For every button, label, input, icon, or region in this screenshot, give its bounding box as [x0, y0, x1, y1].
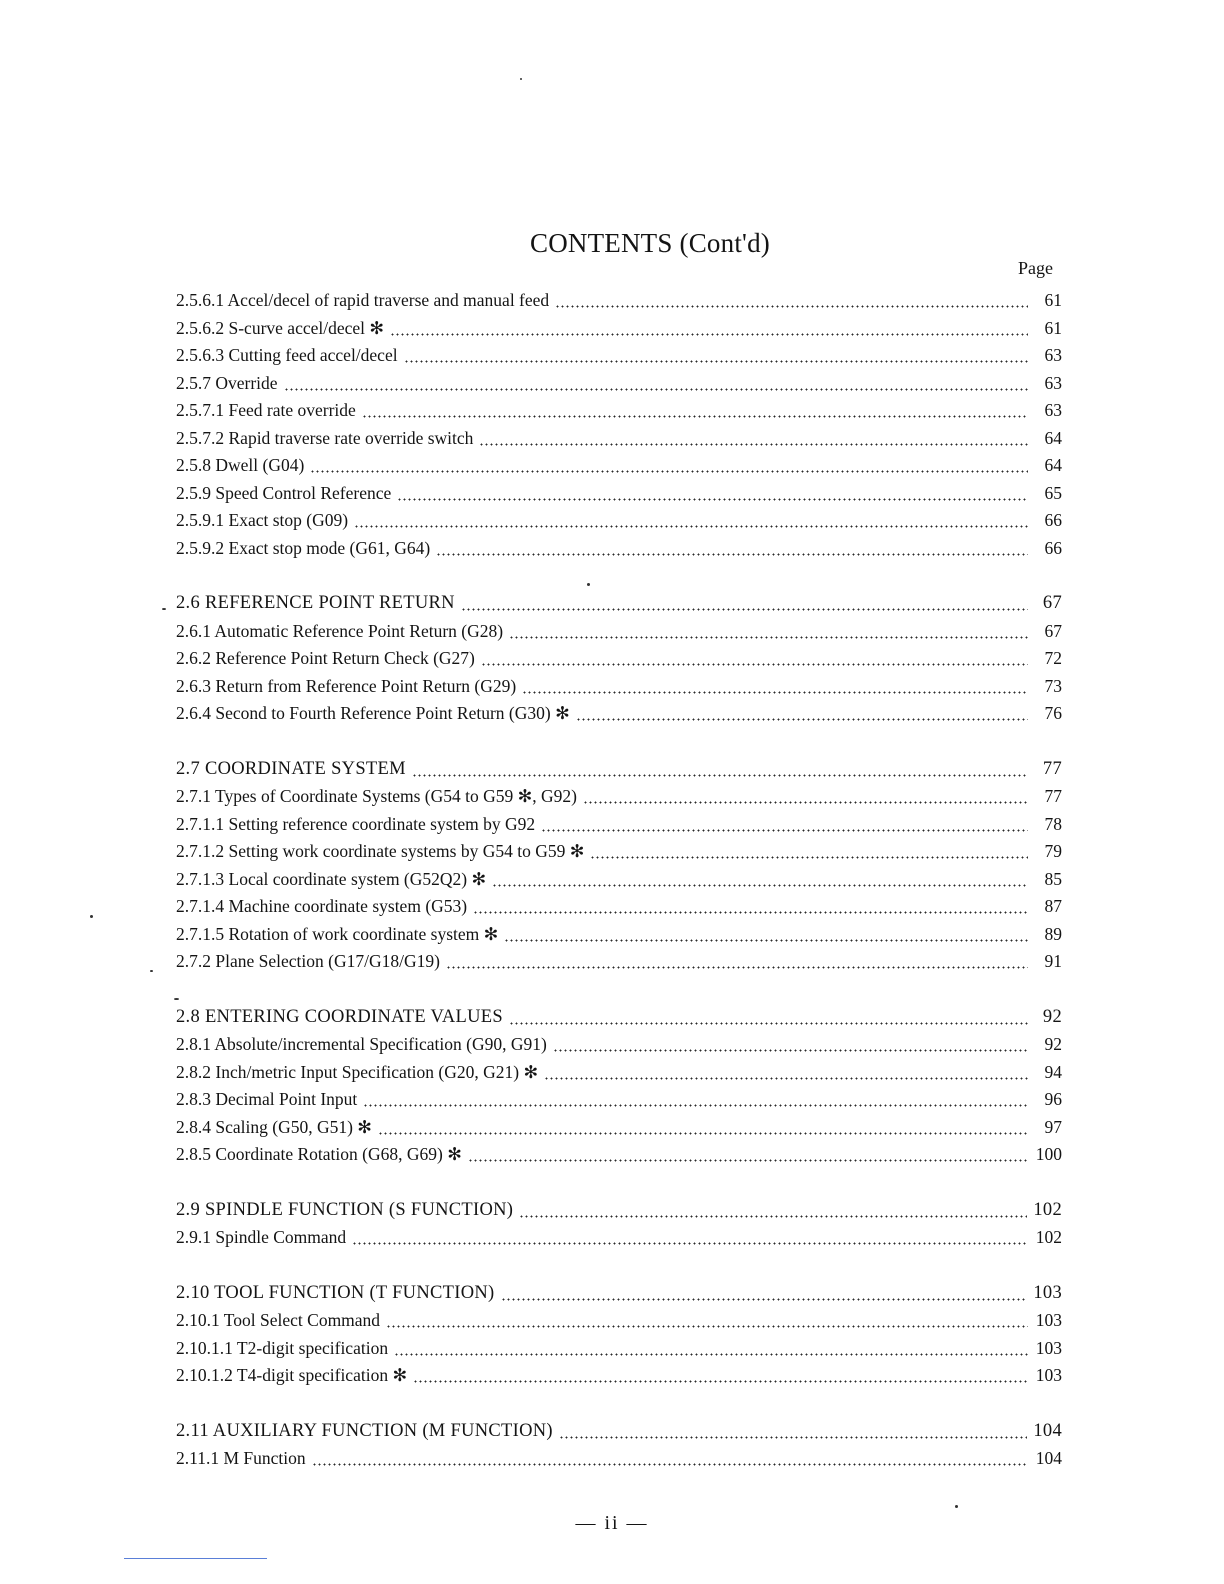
dot-leader	[362, 415, 1028, 418]
toc-entry-label: 2.6.4 Second to Fourth Reference Point Return (G30) ✻	[176, 703, 570, 723]
toc-entry	[176, 1338, 1062, 1366]
dot-leader	[559, 1436, 1027, 1439]
dot-leader	[541, 829, 1028, 832]
toc-entry-label: 2.7 COORDINATE SYSTEM	[176, 758, 406, 779]
toc-entry-page: 66	[1044, 537, 1062, 558]
toc-entry-label: 2.10.1 Tool Select Command	[176, 1310, 381, 1330]
scan-speck	[162, 608, 166, 610]
toc-entry-page: 103	[1033, 1282, 1062, 1303]
toc-entry	[176, 896, 1062, 924]
toc-entry	[176, 814, 1062, 842]
toc-entry-page: 103	[1035, 1310, 1062, 1330]
dot-leader	[394, 1353, 1028, 1356]
dot-leader	[412, 774, 1028, 777]
toc-entry-page: 64	[1044, 427, 1062, 448]
toc-entry	[176, 483, 1062, 511]
toc-entry-page: 85	[1044, 868, 1062, 889]
dot-leader	[583, 801, 1028, 804]
toc-entry-page: 77	[1044, 786, 1062, 806]
dot-leader	[363, 1104, 1028, 1107]
toc-entry	[176, 1089, 1062, 1117]
dot-leader	[378, 1132, 1028, 1135]
toc-entry-label: 2.9.1 Spindle Command	[176, 1227, 347, 1247]
dot-leader	[446, 966, 1028, 969]
toc-entry-page: 103	[1035, 1365, 1062, 1385]
dot-leader	[590, 856, 1028, 859]
toc-entry-label: 2.11.1 M Function	[176, 1448, 306, 1468]
toc-entry-label: 2.5.6.3 Cutting feed accel/decel	[176, 345, 398, 365]
toc-entry-label: 2.5.7.1 Feed rate override	[176, 400, 356, 420]
toc-group	[176, 1007, 1062, 1172]
toc-entry	[176, 1448, 1062, 1476]
dot-leader	[386, 1325, 1028, 1328]
dot-leader	[519, 1215, 1027, 1218]
dot-leader	[310, 470, 1028, 473]
toc-entry-label: 2.8.3 Decimal Point Input	[176, 1089, 358, 1109]
toc-entry-label: 2.10.1.2 T4-digit specification ✻	[176, 1365, 408, 1385]
toc-entry-page: 67	[1044, 620, 1062, 641]
toc-entry-page: 92	[1042, 1006, 1062, 1027]
toc-entry-label: 2.6.1 Automatic Reference Point Return (G28)	[176, 620, 504, 641]
dot-leader	[544, 1077, 1028, 1080]
dot-leader	[481, 663, 1028, 666]
toc-group	[176, 290, 1062, 565]
toc-entry	[176, 1200, 1062, 1228]
toc-entry-page: 103	[1035, 1337, 1062, 1358]
toc-entry-label: 2.10 TOOL FUNCTION (T FUNCTION)	[176, 1282, 495, 1303]
dot-leader	[461, 608, 1028, 611]
dot-leader	[397, 498, 1028, 501]
toc-entry	[176, 1227, 1062, 1255]
toc-entry-label: 2.5.6.1 Accel/decel of rapid traverse and manual feed	[176, 290, 550, 310]
scan-speck	[90, 915, 93, 918]
toc-entry-label: 2.7.1.3 Local coordinate system (G52Q2) ✻	[176, 868, 487, 889]
toc-entry	[176, 318, 1062, 346]
toc-entry-label: 2.10.1.1 T2-digit specification	[176, 1337, 389, 1358]
toc-entry	[176, 1007, 1062, 1035]
toc-entry-label: 2.5.8 Dwell (G04)	[176, 455, 305, 475]
toc-entry-page: 73	[1044, 675, 1062, 696]
toc-entry-label: 2.8.5 Coordinate Rotation (G68, G69) ✻	[176, 1144, 462, 1164]
toc-entry-label: 2.8.1 Absolute/incremental Specification (G90, G91)	[176, 1034, 547, 1054]
toc-group	[176, 593, 1062, 731]
toc-entry-label: 2.5.9.1 Exact stop (G09)	[176, 510, 349, 530]
toc-entry	[176, 1310, 1062, 1338]
toc-entry-label: 2.7.2 Plane Selection (G17/G18/G19)	[176, 951, 440, 971]
toc-entry-label: 2.8 ENTERING COORDINATE VALUES	[176, 1006, 503, 1027]
toc-entry	[176, 1062, 1062, 1090]
toc-group	[176, 1283, 1062, 1393]
bottom-rule	[124, 1558, 267, 1559]
toc-entry	[176, 648, 1062, 676]
dot-leader	[509, 1022, 1028, 1025]
toc-group	[176, 759, 1062, 979]
toc-entry	[176, 924, 1062, 952]
dot-leader	[352, 1242, 1028, 1245]
toc-entry	[176, 1117, 1062, 1145]
toc-entry	[176, 400, 1062, 428]
toc-entry	[176, 703, 1062, 731]
toc-entry-label: 2.6.3 Return from Reference Point Return (G29)	[176, 675, 517, 696]
dot-leader	[413, 1380, 1028, 1383]
toc-entry-page: 61	[1044, 290, 1062, 310]
toc-entry	[176, 759, 1062, 787]
toc-entry-label: 2.5.9.2 Exact stop mode (G61, G64)	[176, 537, 431, 558]
toc-entry-page: 94	[1044, 1061, 1062, 1082]
toc-entry-label: 2.5.9 Speed Control Reference	[176, 482, 392, 503]
toc-entry-page: 104	[1033, 1420, 1062, 1441]
toc-entry-label: 2.7.1.5 Rotation of work coordinate system ✻	[176, 923, 499, 944]
toc-entry-label: 2.5.7 Override	[176, 372, 278, 393]
toc-entry-page: 97	[1044, 1116, 1062, 1137]
dot-leader	[354, 525, 1028, 528]
toc-entry-page: 91	[1044, 951, 1062, 971]
toc-entry-label: 2.5.6.2 S-curve accel/decel ✻	[176, 317, 385, 338]
page-column-label: Page	[1018, 258, 1053, 278]
page-title: CONTENTS (Cont'd)	[529, 228, 770, 258]
toc-entry	[176, 593, 1062, 621]
toc-entry	[176, 1144, 1062, 1172]
dot-leader	[509, 636, 1028, 639]
toc-entry	[176, 676, 1062, 704]
toc-entry-page: 63	[1044, 372, 1062, 393]
toc-entry-page: 72	[1044, 648, 1062, 668]
dot-leader	[555, 305, 1028, 308]
toc-entry	[176, 345, 1062, 373]
dot-leader	[390, 333, 1028, 336]
dot-leader	[576, 718, 1028, 721]
toc-entry-page: 100	[1035, 1144, 1062, 1164]
toc-entry-label: 2.7.1.2 Setting work coordinate systems by G54 to G59 ✻	[176, 841, 585, 861]
toc-entry-page: 76	[1044, 703, 1062, 723]
dot-leader	[553, 1049, 1028, 1052]
toc-entry-page: 63	[1044, 345, 1062, 365]
scan-speck	[520, 78, 522, 80]
toc-entry	[176, 951, 1062, 979]
toc-entry-page: 78	[1044, 813, 1062, 834]
dot-leader	[284, 388, 1028, 391]
dot-leader	[501, 1298, 1028, 1301]
toc-entry-label: 2.7.1 Types of Coordinate Systems (G54 to G59 ✻, G92)	[176, 786, 578, 806]
toc-entry	[176, 621, 1062, 649]
dot-leader	[436, 553, 1028, 556]
toc-entry-label: 2.8.2 Inch/metric Input Specification (G20, G21) ✻	[176, 1061, 539, 1082]
toc-entry	[176, 1034, 1062, 1062]
toc-entry-label: 2.9 SPINDLE FUNCTION (S FUNCTION)	[176, 1199, 514, 1220]
toc-entry-page: 64	[1044, 455, 1062, 475]
scan-speck	[955, 1505, 958, 1508]
scan-speck	[150, 970, 153, 972]
toc-group	[176, 1421, 1062, 1476]
dot-leader	[312, 1463, 1028, 1466]
dot-leader	[468, 1159, 1028, 1162]
dot-leader	[473, 911, 1028, 914]
toc-entry-page: 63	[1044, 400, 1062, 420]
toc-entry-label: 2.11 AUXILIARY FUNCTION (M FUNCTION)	[176, 1420, 553, 1441]
toc-entry-page: 87	[1044, 896, 1062, 916]
toc-entry-page: 102	[1035, 1227, 1062, 1247]
dot-leader	[479, 443, 1028, 446]
toc-entry-page: 67	[1042, 593, 1062, 613]
toc-entry	[176, 786, 1062, 814]
toc-entry	[176, 1421, 1062, 1449]
toc-entry	[176, 373, 1062, 401]
toc-entry	[176, 841, 1062, 869]
toc-entry-label: 2.6 REFERENCE POINT RETURN	[176, 593, 455, 613]
scan-speck	[587, 583, 590, 586]
toc-entry-label: 2.7.1.4 Machine coordinate system (G53)	[176, 896, 468, 916]
toc-entry	[176, 455, 1062, 483]
toc-entry-label: 2.7.1.1 Setting reference coordinate system by G92	[176, 813, 536, 834]
toc-entry-page: 92	[1044, 1034, 1062, 1054]
dot-leader	[404, 360, 1028, 363]
toc-entry	[176, 1365, 1062, 1393]
toc-entry-label: 2.5.7.2 Rapid traverse rate override switch	[176, 427, 474, 448]
toc-entry-page: 79	[1044, 841, 1062, 861]
toc-entry-page: 104	[1035, 1448, 1062, 1468]
toc-entry-page: 102	[1033, 1199, 1062, 1220]
toc-entry-page: 61	[1044, 317, 1062, 338]
table-of-contents	[176, 290, 1062, 1504]
toc-entry	[176, 290, 1062, 318]
dot-leader	[492, 884, 1028, 887]
toc-entry-label: 2.8.4 Scaling (G50, G51) ✻	[176, 1116, 372, 1137]
page-number-footer: — ii —	[575, 1512, 649, 1534]
toc-entry	[176, 428, 1062, 456]
toc-entry-page: 65	[1044, 482, 1062, 503]
toc-entry-label: 2.6.2 Reference Point Return Check (G27)	[176, 648, 475, 668]
toc-entry-page: 89	[1044, 923, 1062, 944]
toc-entry-page: 96	[1044, 1089, 1062, 1109]
toc-group	[176, 1200, 1062, 1255]
toc-entry	[176, 538, 1062, 566]
dot-leader	[504, 939, 1028, 942]
toc-entry	[176, 1283, 1062, 1311]
toc-entry-page: 66	[1044, 510, 1062, 530]
scan-speck	[174, 998, 179, 1000]
toc-entry-page: 77	[1042, 758, 1062, 779]
toc-entry	[176, 510, 1062, 538]
dot-leader	[522, 691, 1028, 694]
toc-entry	[176, 869, 1062, 897]
